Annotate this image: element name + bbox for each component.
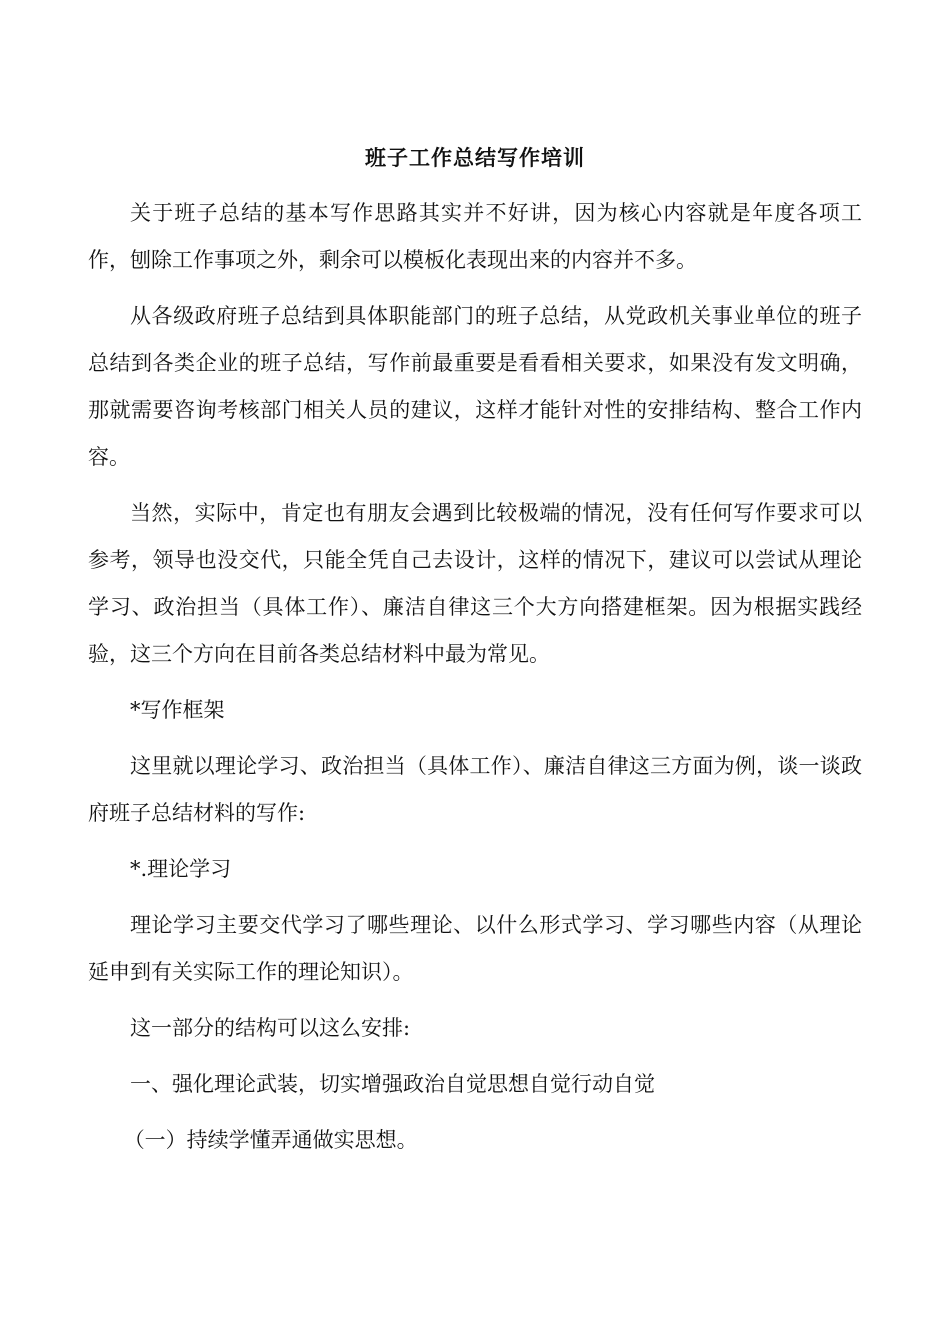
paragraph-theory-content: 理论学习主要交代学习了哪些理论、以什么形式学习、学习哪些内容（从理论延申到有关实际工作的理论知识）。 (88, 913, 862, 984)
paragraph-intro: 关于班子总结的基本写作思路其实并不好讲，因为核心内容就是年度各项工作，刨除工作事项之外，剩余可以模板化表现出来的内容并不多。 (88, 201, 862, 272)
section-heading-theory: *.理论学习 (130, 857, 232, 881)
outline-subitem-1: （一）持续学懂弄通做实思想。 (123, 1128, 418, 1152)
outline-item-1: 一、强化理论武装，切实增强政治自觉思想自觉行动自觉 (130, 1072, 655, 1096)
document-body (88, 190, 862, 1173)
paragraph-requirements: 从各级政府班子总结到具体职能部门的班子总结，从党政机关事业单位的班子总结到各类企业的班子总结，写作前最重要是看看相关要求，如果没有发文明确，那就需要咨询考核部门相关人员的建议，这样才能针对性的安排结构、整合工作内容。 (88, 304, 862, 469)
paragraph-extreme-case: 当然，实际中，肯定也有朋友会遇到比较极端的情况，没有任何写作要求可以参考，领导也没交代，只能全凭自己去设计，这样的情况下，建议可以尝试从理论学习、政治担当（具体工作）、廉洁自律这三个大方向搭建框架。因为根据实践经验，这三个方向在目前各类总结材料中最为常见。 (88, 501, 862, 666)
section-heading-framework: *写作框架 (130, 698, 225, 722)
document-title: 班子工作总结写作培训 (365, 145, 585, 170)
paragraph-framework-example: 这里就以理论学习、政治担当（具体工作）、廉洁自律这三方面为例，谈一谈政府班子总结材料的写作: (88, 754, 862, 825)
paragraph-structure-intro: 这一部分的结构可以这么安排: (130, 1016, 411, 1040)
